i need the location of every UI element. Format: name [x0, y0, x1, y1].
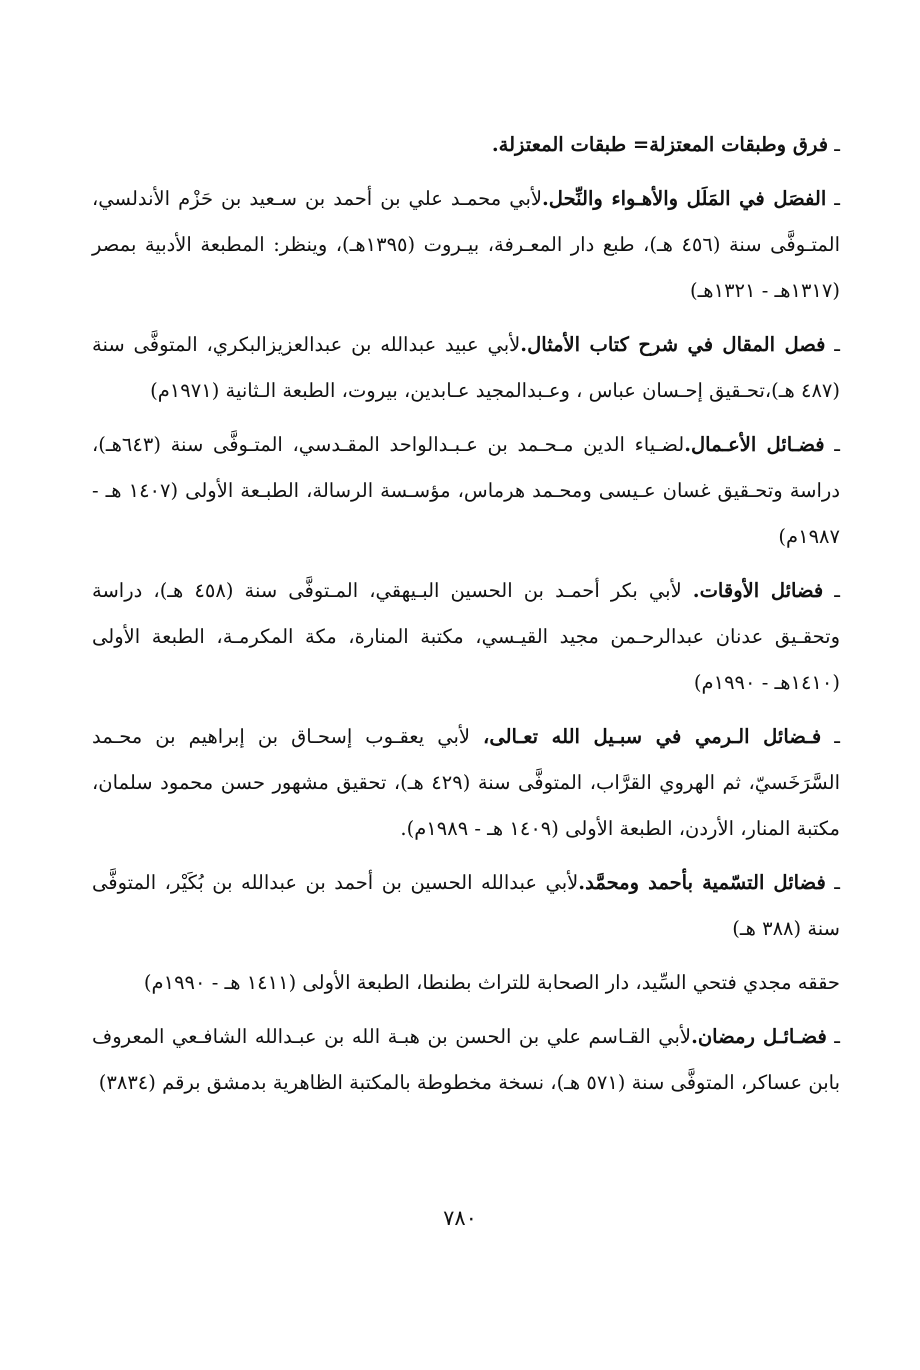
bibliography-page [92, 122, 840, 1114]
entry-body: لأبي يعقـوب إسحـاق بن إبراهيم بن محـمد السَّرَخَسيّ، ثم الهروي القرَّاب، المتوفَّى سنة (٤٢٩ هـ)، تحقيق مشهور حسن محمود سلمان، مكتبة المنار، الأردن، الطبعة الأولى (١٤٠٩ هـ - ١٩٨٩م). [92, 725, 840, 840]
entry-dash: ـ [826, 1025, 840, 1048]
entry-dash: ـ [824, 433, 840, 456]
bibliography-entry [92, 422, 840, 560]
entry-title: الفصَل في المَلَل والأهـواء والنِّحل. [542, 187, 827, 210]
entry-title: فضائل الأوقات. [692, 579, 824, 602]
entry-dash: ـ [826, 187, 840, 210]
entry-title: فضـائـل رمضان. [691, 1025, 827, 1048]
bibliography-entry [92, 122, 840, 168]
entry-title: فرق وطبقات المعتزلة= طبقات المعتزلة. [491, 133, 829, 156]
entry-dash: ـ [825, 333, 840, 356]
entry-body: لأبي القـاسم علي بن الحسن بن هبـة الله بن عبـدالله الشافـعي المعروف بابن عساكر، المتوفَّى سنة (٥٧١ هـ)، نسخة مخطوطة بالمكتبة الظاهرية بدمشق برقم (٣٨٣٤) [92, 1025, 840, 1094]
bibliography-entry [92, 714, 840, 852]
entry-dash: ـ [821, 725, 840, 748]
entry-dash: ـ [825, 871, 840, 894]
entry-title: فضائل التسّمية بأحمد ومحمَّد. [578, 871, 826, 894]
entry-body: لأبي بكر أحمـد بن الحسين البـيهقي، المـتوفَّى سنة (٤٥٨ هـ)، دراسة وتحقـيق عدنان عبدالرحـمن مجيد القيـسي، مكتبة المنارة، مكة المكرمـة، الطبعة الأولى (١٤١٠هـ - ١٩٩٠م) [92, 579, 840, 694]
entry-title: فصل المقال في شرح كتاب الأمثال. [520, 333, 826, 356]
bibliography-entry [92, 176, 840, 314]
entry-body: لأبي محمـد علي بن أحمد بن سـعيد بن حَزْم الأندلسي، المتـوفَّى سنة (٤٥٦ هـ)، طبع دار المعـرفة، بيـروت (١٣٩٥هـ)، وينظر: المطبعة الأدبية بمصر (١٣١٧هـ - ١٣٢١هـ) [92, 187, 841, 302]
bibliography-entry-continuation [92, 960, 840, 1006]
entry-body: لضـياء الدين مـحـمد بن عـبـدالواحد المقـدسي، المتـوفَّى سنة (٦٤٣هـ)، دراسة وتحـقيق غسان عـيسى ومحـمد هرماس، مؤسـسة الرسالة، الطبـعة الأولى (١٤٠٧ هـ - ١٩٨٧م) [92, 433, 841, 548]
bibliography-entry [92, 860, 840, 952]
bibliography-entry [92, 322, 840, 414]
entry-body: لأبي عبدالله الحسين بن أحمد بن عبدالله بن بُكَيْر، المتوفَّى سنة (٣٨٨ هـ) [92, 871, 840, 940]
entry-title: فضـائل الأعـمال. [684, 433, 825, 456]
page-number: ٧٨٠ [443, 1206, 477, 1230]
entry-body: حققه مجدي فتحي السِّيد، دار الصحابة للتراث بطنطا، الطبعة الأولى (١٤١١ هـ - ١٩٩٠م) [143, 971, 840, 994]
bibliography-entry [92, 568, 840, 706]
bibliography-entry [92, 1014, 840, 1106]
entry-dash: ـ [823, 579, 841, 602]
entry-title: فـضائل الـرمي في سبـيل الله تعـالى، [483, 725, 822, 748]
entry-dash: ـ [828, 133, 840, 156]
entry-body: لأبي عبيد عبدالله بن عبدالعزيزالبكري، المتوفَّى سنة (٤٨٧ هـ)،تحـقيق إحـسان عباس ، وعـبدالمجيد عـابدين، بيروت، الطبعة الـثانية (١٩٧١م) [92, 333, 840, 402]
